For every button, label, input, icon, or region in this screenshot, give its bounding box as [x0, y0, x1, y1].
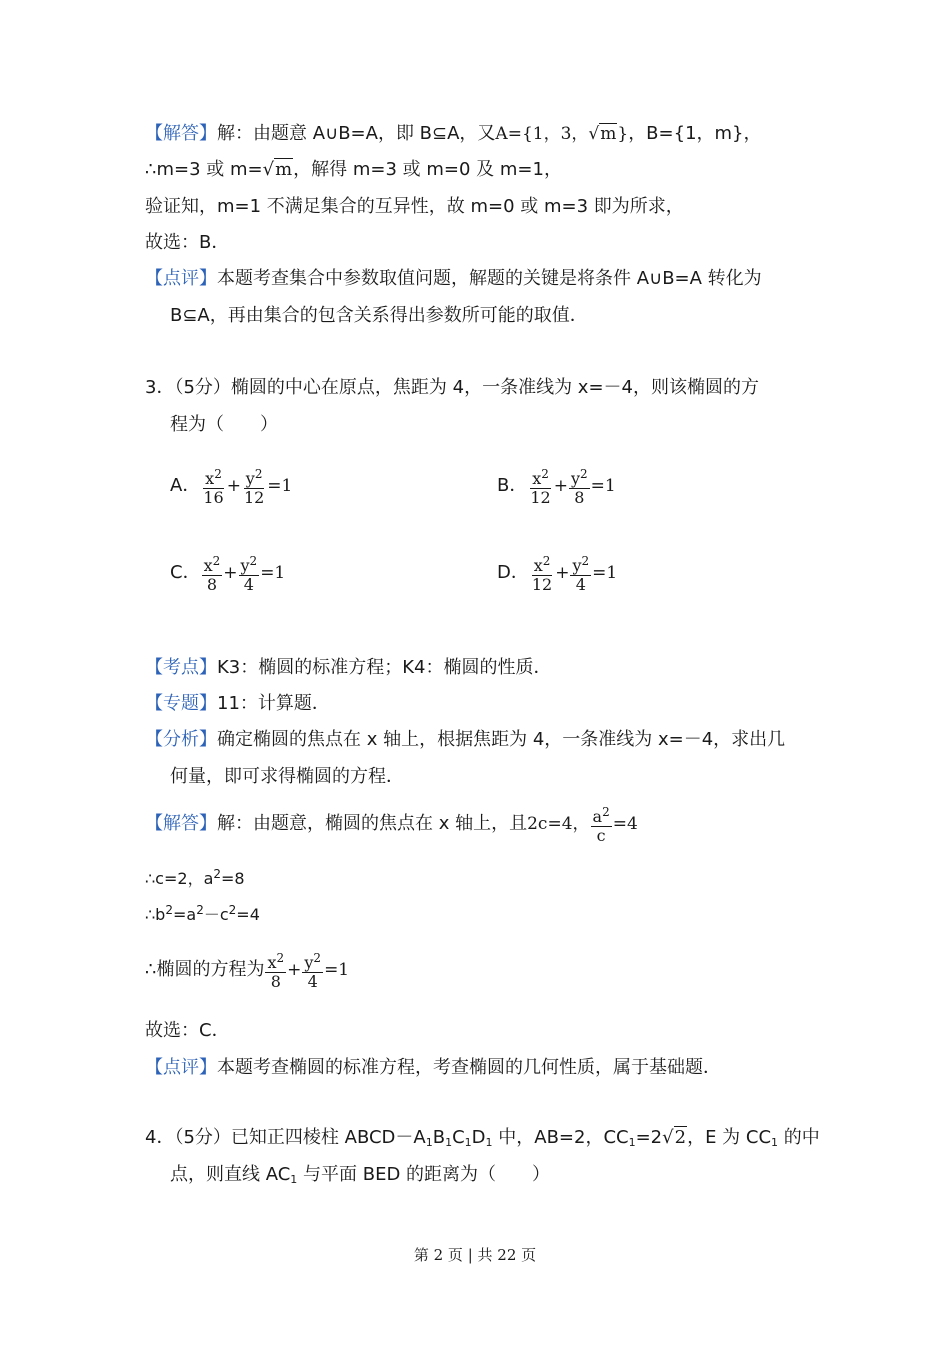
tag-kaodian: 【考点】: [145, 657, 217, 678]
q3-option-c[interactable]: C． $\frac{x^2}{8}$ + $\frac{y^2}{4}$ =1: [170, 554, 286, 594]
answer-text-b: ，B={1，m}，: [628, 123, 762, 144]
sqrt-m-2: √m: [262, 159, 293, 180]
answer-text: 解：由题意 A∪B=A，即 B⊆A，又: [217, 123, 496, 144]
answer-line-2: ∴m=3 或 m=√m，解得 m=3 或 m=0 及 m=1，: [145, 159, 562, 180]
tag-comment-q3: 【点评】: [145, 1057, 217, 1078]
answer-line-1: [145, 122, 762, 146]
comment-line-2: B⊆A，再由集合的包含关系得出参数所可能的取值．: [170, 305, 588, 326]
tag-answer-q3: 【解答】: [145, 813, 217, 834]
q3-step-3: ∴椭圆的方程为 $\frac{x^2}{8}$ + $\frac{y^2}{4}$ =1: [145, 951, 350, 991]
answer-line-3: 验证知，m=1 不满足集合的互异性，故 m=0 或 m=3 即为所求，: [145, 196, 684, 217]
q3-jieda: 【解答】解：由题意，椭圆的焦点在 x 轴上，且2c=4， $\frac{a^2}{c}$ =4: [145, 805, 638, 845]
q3-option-b[interactable]: B． $\frac{x^2}{12}$ + $\frac{y^2}{8}$ =1: [497, 467, 616, 507]
frac-a2-over-c: $\frac{a^2}{c}$: [592, 805, 610, 845]
q3-option-d[interactable]: D． $\frac{x^2}{12}$ + $\frac{y^2}{4}$ =1: [497, 554, 618, 594]
q3-choice: 故选：C．: [145, 1020, 230, 1041]
tag-comment: 【点评】: [145, 268, 217, 289]
q3-stem-2: 程为（ ）: [170, 414, 278, 435]
q4-stem-2: 点，则直线 $AC_1$ 与平面 BED 的距离为（ ）: [170, 1164, 551, 1186]
q4-stem-1: 4．（5分）已知正四棱柱 $ABCD-A_1B_1C_1D_1$ 中，AB=2，$CC_1=2√2$，E 为 $CC_1$ 的中: [145, 1127, 820, 1149]
sqrt-2: √2: [662, 1127, 687, 1148]
q3-fenxi-1: 【分析】确定椭圆的焦点在 x 轴上，根据焦距为 4，一条准线为 x=－4，求出几: [145, 729, 786, 750]
q3-comment: 【点评】本题考查椭圆的标准方程，考查椭圆的几何性质，属于基础题．: [145, 1057, 721, 1078]
q3-option-a[interactable]: A． $\frac{x^2}{16}$ + $\frac{y^2}{12}$ =1: [170, 467, 293, 507]
answer-choice: 故选：B．: [145, 232, 230, 253]
page-footer: 第 2 页 | 共 22 页: [413, 1246, 537, 1264]
tag-fenxi: 【分析】: [145, 729, 217, 750]
q3-zhuanti: 【专题】11：计算题．: [145, 693, 330, 714]
set-a: A={1，3，√m}: [495, 124, 629, 144]
q3-fenxi-2: 何量，即可求得椭圆的方程．: [170, 766, 404, 787]
q3-kaodian: 【考点】K3：椭圆的标准方程；K4：椭圆的性质．: [145, 657, 552, 678]
comment-line-1: 【点评】本题考查集合中参数取值问题，解题的关键是将条件 A∪B=A 转化为: [145, 268, 762, 289]
q3-step-2: $\therefore b^2=a^2-c^2=4$: [145, 903, 260, 924]
tag-zhuanti: 【专题】: [145, 693, 217, 714]
tag-answer: 【解答】: [145, 123, 217, 144]
q3-stem-1: 3．（5分）椭圆的中心在原点，焦距为 4，一条准线为 x=－4，则该椭圆的方: [145, 377, 759, 398]
sqrt-m: √m: [588, 124, 617, 144]
q3-step-1: ∴c=2，$a^2=8$: [145, 867, 245, 888]
